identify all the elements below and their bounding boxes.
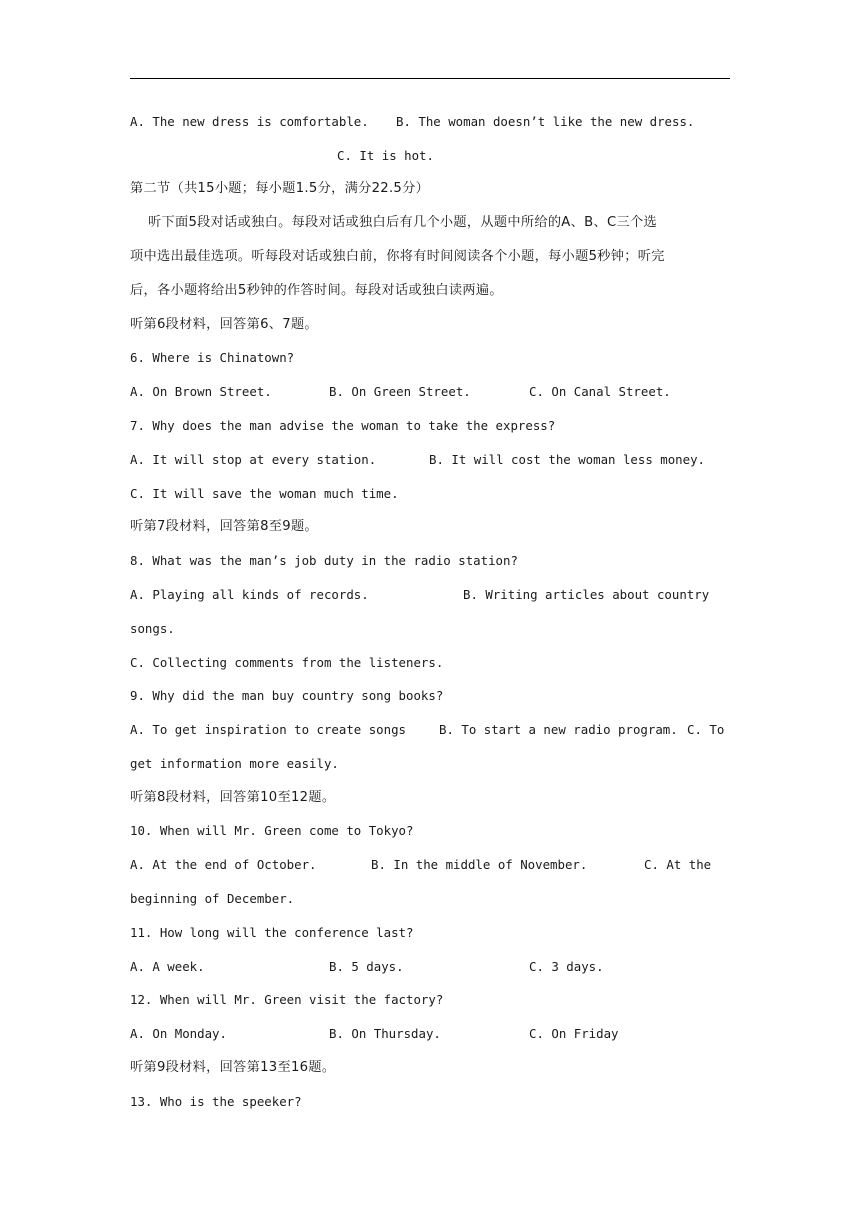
- question-7-options-ab: [130, 452, 706, 468]
- question-12: 12. When will Mr. Green visit the factory?: [130, 992, 444, 1007]
- passage-8-heading: 听第8段材料，回答第10至12题。: [130, 790, 336, 805]
- question-5-options-ab: [130, 114, 695, 130]
- question-10: 10. When will Mr. Green come to Tokyo?: [130, 823, 414, 838]
- option-c: C. At the: [644, 857, 712, 872]
- question-6-options: [130, 384, 671, 400]
- question-5-option-c: C. It is hot.: [337, 148, 434, 163]
- question-13: 13. Who is the speeker?: [130, 1094, 302, 1109]
- option-a: A. On Brown Street.: [130, 384, 272, 399]
- option-c: C. 3 days.: [529, 959, 604, 974]
- option-b: B. In the middle of November.: [371, 857, 588, 872]
- question-8-option-c: C. Collecting comments from the listeners.: [130, 655, 444, 670]
- option-c: C. On Friday: [529, 1026, 619, 1041]
- option-a: A. It will stop at every station.: [130, 452, 377, 467]
- option-a: A. Playing all kinds of records.: [130, 587, 369, 602]
- option-c: C. On Canal Street.: [529, 384, 671, 399]
- question-10-options: [130, 857, 712, 873]
- question-8: 8. What was the man’s job duty in the radio station?: [130, 553, 518, 568]
- option-b: B. On Thursday.: [329, 1026, 441, 1041]
- question-9-option-c-continued: get information more easily.: [130, 756, 339, 771]
- section-heading: 第二节（共15小题；每小题1.5分，满分22.5分）: [130, 181, 430, 196]
- question-8-option-b-continued: songs.: [130, 621, 175, 636]
- question-11-options: [130, 959, 604, 975]
- option-b: B. Writing articles about country: [463, 587, 710, 602]
- question-9-options: [130, 722, 725, 738]
- question-10-option-c-continued: beginning of December.: [130, 891, 295, 906]
- option-a: A. At the end of October.: [130, 857, 317, 872]
- instructions-line-1: 听下面5段对话或独白。每段对话或独白后有几个小题，从题中所给的A、B、C三个选: [148, 215, 657, 230]
- option-b: B. The woman doesn’t like the new dress.: [396, 114, 695, 129]
- option-b: B. On Green Street.: [329, 384, 471, 399]
- question-8-options-ab: [130, 587, 710, 603]
- instructions-line-2: 项中选出最佳选项。听每段对话或独白前，你将有时间阅读各个小题，每小题5秒钟；听完: [130, 249, 665, 264]
- passage-6-heading: 听第6段材料，回答第6、7题。: [130, 317, 318, 332]
- question-7-option-c: C. It will save the woman much time.: [130, 486, 399, 501]
- question-12-options: [130, 1026, 619, 1042]
- passage-9-heading: 听第9段材料，回答第13至16题。: [130, 1060, 336, 1075]
- option-c: C. To: [687, 722, 725, 737]
- option-a: A. To get inspiration to create songs: [130, 722, 407, 737]
- passage-7-heading: 听第7段材料，回答第8至9题。: [130, 519, 318, 534]
- question-9: 9. Why did the man buy country song books?: [130, 688, 444, 703]
- option-b: B. To start a new radio program.: [439, 722, 678, 737]
- instructions-line-3: 后，各小题将给出5秒钟的作答时间。每段对话或独白读两遍。: [130, 283, 503, 298]
- option-b: B. It will cost the woman less money.: [429, 452, 706, 467]
- header-rule: [130, 78, 730, 79]
- question-7: 7. Why does the man advise the woman to take the express?: [130, 418, 556, 433]
- option-a: A. A week.: [130, 959, 205, 974]
- option-a: A. On Monday.: [130, 1026, 227, 1041]
- question-6: 6. Where is Chinatown?: [130, 350, 295, 365]
- option-a: A. The new dress is comfortable.: [130, 114, 369, 129]
- question-11: 11. How long will the conference last?: [130, 925, 414, 940]
- option-b: B. 5 days.: [329, 959, 404, 974]
